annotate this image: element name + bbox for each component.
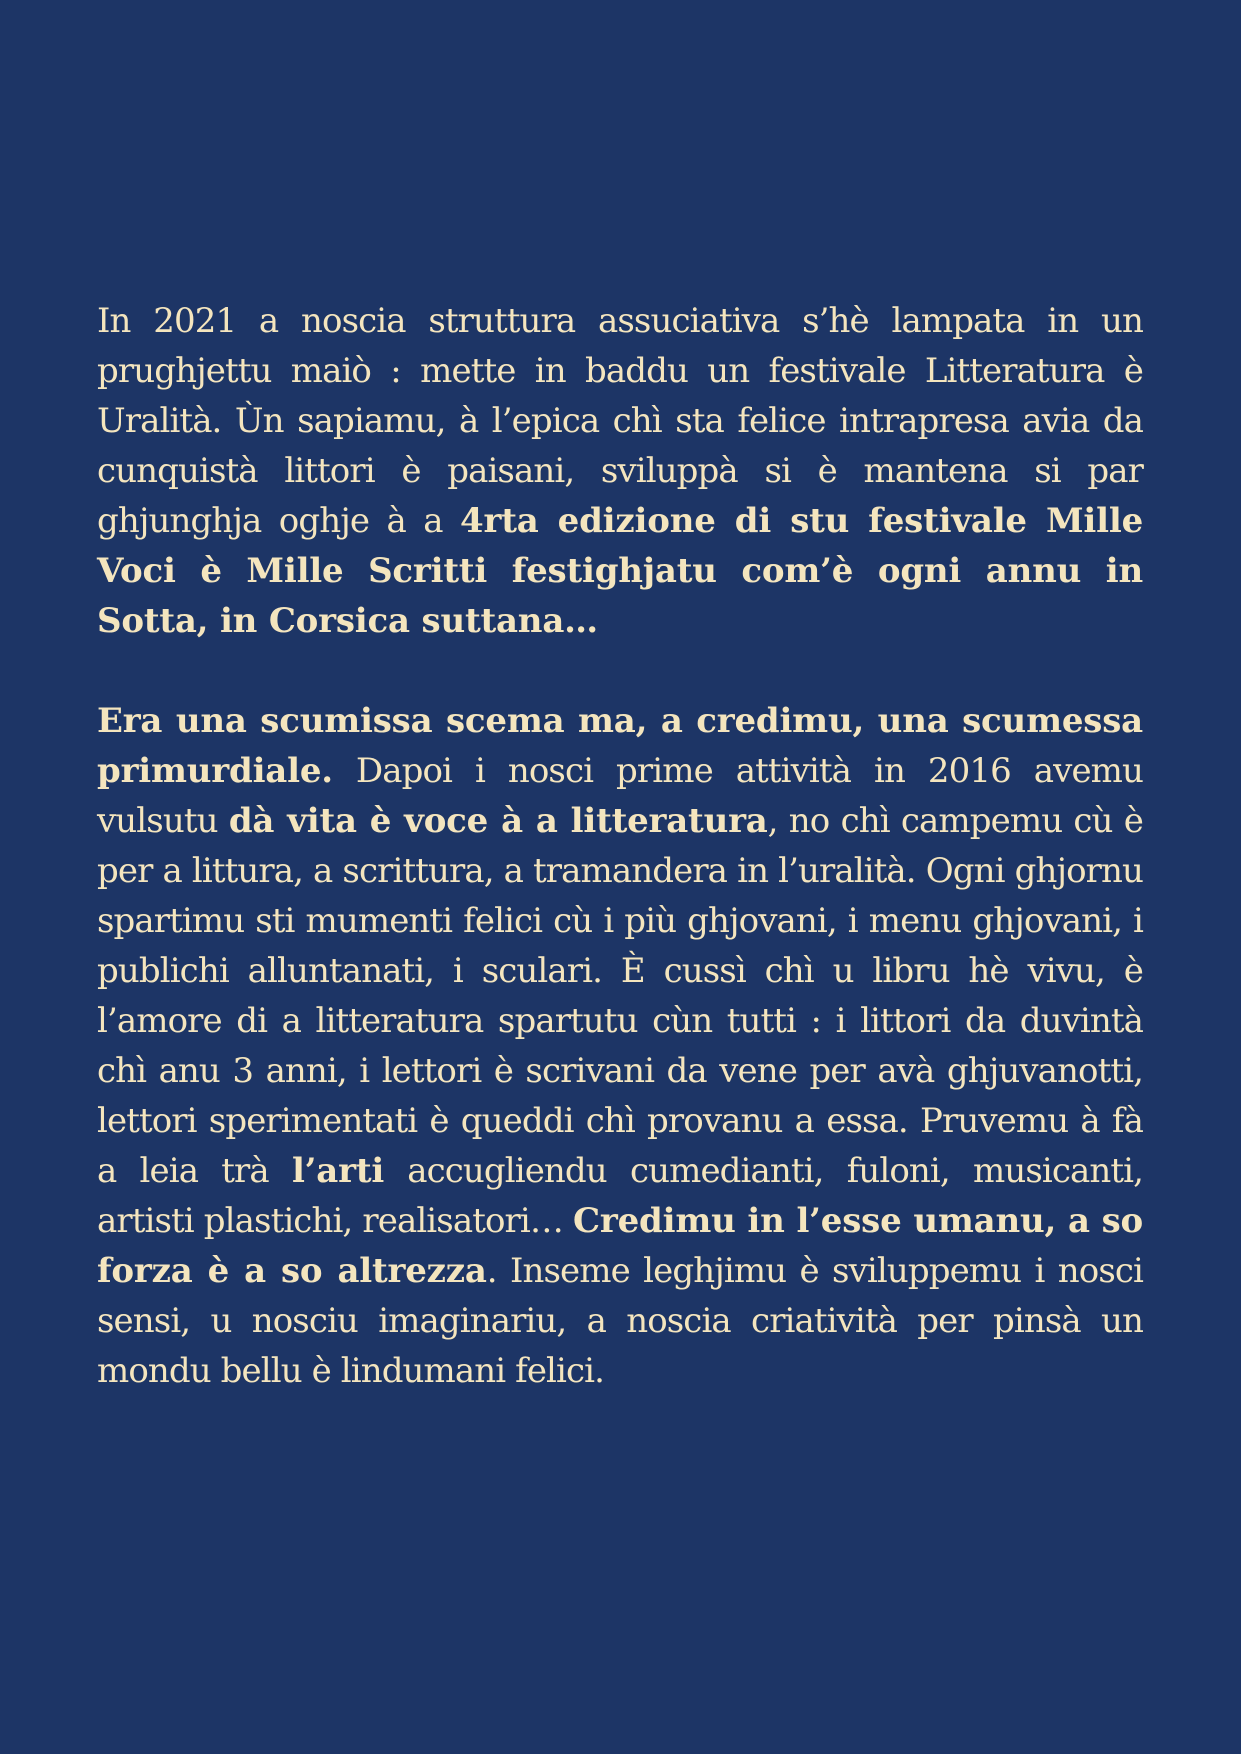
mission-emphasis-3: l’arti	[291, 1151, 385, 1191]
paragraph-intro-emphasis: 4rta edizione di stu festivale Mille Voci è Mille Scritti festighjatu com’è ogni annu in Sotta, in Corsica suttana…	[97, 501, 1143, 641]
mission-text-4: . Inseme leghjimu è sviluppemu i nosci sensi, u nosciu imaginariu, a noscia criatività per pinsà un mondu bellu è lindumani felici.	[97, 1251, 1143, 1391]
mission-emphasis-1: Era una scumissa scema ma, a credimu, una scumessa primurdiale.	[97, 701, 1143, 791]
mission-text-3: accugliendu cumedianti, fuloni, musicanti, artisti plastichi, realisatori…	[97, 1151, 1143, 1241]
body-text	[97, 296, 1143, 1396]
paragraph-intro	[97, 296, 1143, 646]
paragraph-mission	[97, 696, 1143, 1396]
mission-emphasis-2: dà vita è voce à a litteratura	[228, 801, 768, 841]
mission-text-2: , no chì campemu cù è per a littura, a scrittura, a tramandera in l’uralità. Ogni ghjornu spartimu sti mumenti felici cù i più ghjovani, i menu ghjovani, i publichi alluntanati, i sculari. È cussì chì u libru hè vivu, è l’amore di a litteratura spartutu cùn tutti : i littori da duvintà chì anu 3 anni, i lettori è scrivani da vene per avà ghjuvanotti, lettori sperimentati è queddi chì provanu a essa. Pruvemu à fà a leia trà	[97, 801, 1144, 1191]
paragraph-intro-text: In 2021 a noscia struttura assuciativa s’hè lampata in un prughjettu maiò : mette in baddu un festivale Litteratura è Uralità. Ùn sapiamu, à l’epica chì sta felice intrapresa avia da cunquistà littori è paisani, sviluppà si è mantena si par ghjunghja oghje à a	[97, 301, 1143, 541]
mission-text-1: Dapoi i nosci prime attività in 2016 avemu vulsutu	[97, 751, 1143, 841]
mission-emphasis-4: Credimu in l’esse umanu, a so forza è a so altrezza	[97, 1201, 1143, 1291]
